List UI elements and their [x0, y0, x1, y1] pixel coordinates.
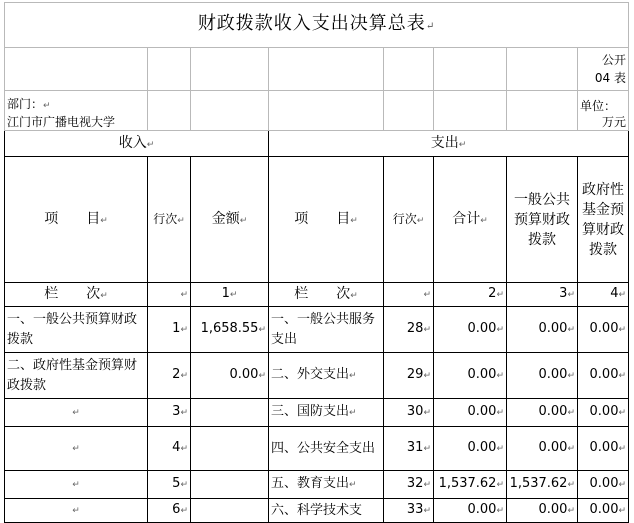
empty-cell[interactable]: [384, 283, 434, 307]
column-header-row: [5, 157, 629, 283]
paragraph-mark-icon: ↵: [496, 325, 504, 335]
department-row: [5, 91, 629, 131]
income-item: 二、政府性基金预算财政拨款: [7, 357, 138, 393]
paragraph-mark-icon: ↵: [618, 325, 627, 335]
header-total-cell[interactable]: [434, 157, 507, 283]
table-row: [5, 307, 629, 353]
column-number-label2: 栏 次: [294, 285, 351, 302]
paragraph-mark-icon: ↵: [349, 480, 357, 490]
empty-cell[interactable]: [269, 48, 384, 91]
general-budget-cell[interactable]: [507, 427, 578, 471]
paragraph-mark-icon: ↵: [480, 215, 488, 226]
paragraph-mark-icon: ↵: [146, 139, 155, 150]
total-cell[interactable]: [434, 499, 507, 523]
income-amount-cell[interactable]: [191, 399, 269, 427]
income-row-no: 5: [172, 476, 181, 491]
expense-item-cell[interactable]: [269, 427, 384, 471]
paragraph-mark-icon: ↵: [425, 20, 436, 32]
total-cell[interactable]: [434, 307, 507, 353]
title-row: [5, 3, 629, 48]
total-value: 1,537.62: [438, 476, 497, 491]
paragraph-mark-icon: ↵: [496, 506, 504, 516]
paragraph-mark-icon: ↵: [423, 444, 431, 454]
expense-item: 四、公共安全支出: [271, 440, 376, 456]
paragraph-mark-icon: ↵: [349, 371, 357, 381]
general-budget-cell[interactable]: [507, 353, 578, 399]
income-row-no: 4: [172, 440, 181, 455]
income-item-cell[interactable]: [5, 307, 148, 353]
sheet-title: 财政拨款收入支出决算总表: [197, 12, 426, 34]
expense-row-no-cell[interactable]: [384, 427, 434, 471]
header-row-no2: 行次: [392, 211, 417, 226]
paragraph-mark-icon: ↵: [180, 325, 188, 335]
header-total: 合计: [452, 210, 481, 227]
general-budget-value: 0.00: [538, 440, 568, 455]
empty-cell[interactable]: [434, 91, 507, 131]
empty-cell[interactable]: [384, 48, 434, 91]
paragraph-mark-icon: ↵: [177, 215, 185, 226]
paragraph-mark-icon: ↵: [618, 480, 627, 490]
income-item: 一、一般公共预算财政拨款: [7, 311, 138, 347]
paragraph-mark-icon: ↵: [618, 444, 627, 454]
gov-fund-value: 0.00: [589, 367, 619, 382]
table-row: [5, 399, 629, 427]
paragraph-mark-icon: ↵: [567, 444, 575, 454]
expense-row-no: 32: [406, 476, 424, 491]
general-budget-value: 0.00: [538, 404, 568, 419]
expense-row-no: 31: [406, 440, 424, 455]
budget-summary-table: [4, 2, 629, 523]
gov-fund-value: 0.00: [589, 502, 619, 517]
form-code-row: [5, 48, 629, 91]
income-item-cell[interactable]: [5, 499, 148, 523]
paragraph-mark-icon: ↵: [180, 506, 188, 516]
expense-item: 六、科学技术支: [271, 502, 363, 518]
empty-cell[interactable]: [148, 283, 191, 307]
empty-cell[interactable]: [148, 48, 191, 91]
paragraph-mark-icon: ↵: [496, 408, 504, 418]
paragraph-mark-icon: ↵: [618, 290, 627, 300]
total-value: 0.00: [467, 321, 497, 336]
income-row-no: 1: [172, 321, 181, 336]
gov-fund-value: 0.00: [589, 321, 619, 336]
paragraph-mark-icon: ↵: [618, 371, 627, 381]
sheet-title-cell[interactable]: [5, 3, 629, 48]
general-budget-value: 1,537.62: [509, 476, 568, 491]
income-amount-cell[interactable]: [191, 499, 269, 523]
unit-label: 单位：: [580, 99, 617, 113]
income-row-no-cell[interactable]: [148, 399, 191, 427]
paragraph-mark-icon: ↵: [43, 101, 51, 111]
expense-row-no-cell[interactable]: [384, 471, 434, 499]
general-budget-cell[interactable]: [507, 307, 578, 353]
section-header-row: [5, 131, 629, 157]
income-amount-cell[interactable]: [191, 307, 269, 353]
income-row-no: 3: [172, 404, 181, 419]
paragraph-mark-icon: ↵: [180, 408, 188, 418]
paragraph-mark-icon: ↵: [416, 215, 425, 226]
empty-cell[interactable]: [434, 48, 507, 91]
form-code-cell[interactable]: [578, 48, 629, 91]
income-row-no: 6: [172, 502, 181, 517]
general-budget-cell[interactable]: [507, 399, 578, 427]
general-budget-cell[interactable]: [507, 471, 578, 499]
total-value: 0.00: [467, 367, 497, 382]
empty-cell[interactable]: [269, 91, 384, 131]
total-value: 0.00: [467, 404, 497, 419]
header-item2: 项 目: [294, 210, 351, 227]
empty-cell[interactable]: [384, 91, 434, 131]
department-cell[interactable]: [5, 91, 148, 131]
paragraph-mark-icon: ↵: [423, 325, 431, 335]
header-item-cell[interactable]: [5, 157, 148, 283]
gov-fund-cell[interactable]: [578, 399, 629, 427]
income-item-cell[interactable]: [5, 471, 148, 499]
paragraph-mark-icon: ↵: [72, 506, 80, 516]
paragraph-mark-icon: ↵: [618, 408, 627, 418]
income-item-cell[interactable]: [5, 399, 148, 427]
expense-row-no: 30: [406, 404, 424, 419]
paragraph-mark-icon: ↵: [567, 290, 575, 300]
income-item-cell[interactable]: [5, 427, 148, 471]
paragraph-mark-icon: ↵: [423, 290, 431, 300]
department-name: 江门市广播电视大学: [7, 115, 116, 129]
expense-row-no-cell[interactable]: [384, 499, 434, 523]
gov-fund-cell[interactable]: [578, 471, 629, 499]
paragraph-mark-icon: ↵: [100, 215, 108, 226]
gov-fund-value: 0.00: [589, 404, 619, 419]
paragraph-mark-icon: ↵: [229, 290, 238, 300]
table-row: [5, 427, 629, 471]
income-amount: 1,658.55: [200, 321, 259, 336]
header-row-no2-cell[interactable]: [384, 157, 434, 283]
income-row-no-cell[interactable]: [148, 471, 191, 499]
header-amount-cell[interactable]: [191, 157, 269, 283]
paragraph-mark-icon: ↵: [423, 480, 431, 490]
header-row-no-cell[interactable]: [148, 157, 191, 283]
form-code-line2: 04 表: [594, 71, 627, 85]
paragraph-mark-icon: ↵: [458, 139, 467, 150]
expense-item-cell[interactable]: [269, 353, 384, 399]
expense-section-cell[interactable]: [269, 131, 629, 157]
empty-cell[interactable]: [191, 48, 269, 91]
gov-fund-cell[interactable]: [578, 499, 629, 523]
header-general-budget-cell[interactable]: [507, 157, 578, 283]
paragraph-mark-icon: ↵: [239, 215, 248, 226]
header-gov-fund: 政府性基金预算财政拨款: [582, 181, 624, 258]
income-amount-cell[interactable]: [191, 471, 269, 499]
paragraph-mark-icon: ↵: [567, 408, 575, 418]
column-number-1: 1: [221, 286, 230, 301]
header-item2-cell[interactable]: [269, 157, 384, 283]
general-budget-cell[interactable]: [507, 499, 578, 523]
income-section-label: 收入: [118, 134, 147, 151]
paragraph-mark-icon: ↵: [350, 290, 358, 301]
paragraph-mark-icon: ↵: [180, 480, 188, 490]
gov-fund-cell[interactable]: [578, 427, 629, 471]
paragraph-mark-icon: ↵: [180, 371, 188, 381]
gov-fund-cell[interactable]: [578, 353, 629, 399]
paragraph-mark-icon: ↵: [349, 408, 357, 418]
column-number-label2-cell[interactable]: [269, 283, 384, 307]
expense-item-cell[interactable]: [269, 399, 384, 427]
paragraph-mark-icon: ↵: [100, 290, 108, 301]
paragraph-mark-icon: ↵: [180, 444, 188, 454]
table-row: [5, 499, 629, 523]
paragraph-mark-icon: ↵: [350, 215, 358, 226]
paragraph-mark-icon: ↵: [72, 444, 80, 454]
total-value: 0.00: [467, 502, 497, 517]
income-amount: 0.00: [229, 367, 259, 382]
expense-row-no-cell[interactable]: [384, 307, 434, 353]
table-row: [5, 471, 629, 499]
paragraph-mark-icon: ↵: [567, 371, 575, 381]
expense-row-no-cell[interactable]: [384, 399, 434, 427]
expense-row-no: 28: [406, 321, 424, 336]
general-budget-value: 0.00: [538, 367, 568, 382]
header-amount: 金额: [211, 210, 240, 227]
paragraph-mark-icon: ↵: [496, 371, 504, 381]
expense-item-cell[interactable]: [269, 471, 384, 499]
paragraph-mark-icon: ↵: [567, 506, 575, 516]
column-number-2-cell[interactable]: [434, 283, 507, 307]
empty-cell[interactable]: [191, 91, 269, 131]
income-row-no-cell[interactable]: [148, 307, 191, 353]
paragraph-mark-icon: ↵: [423, 506, 431, 516]
paragraph-mark-icon: ↵: [180, 290, 188, 300]
expense-item-cell[interactable]: [269, 499, 384, 523]
form-code-line1: 公开: [602, 53, 627, 67]
table-row: [5, 353, 629, 399]
gov-fund-value: 0.00: [589, 476, 619, 491]
header-row-no: 行次: [153, 211, 178, 226]
general-budget-value: 0.00: [538, 321, 568, 336]
paragraph-mark-icon: ↵: [258, 371, 266, 381]
total-cell[interactable]: [434, 399, 507, 427]
unit-value: 万元: [602, 115, 627, 129]
expense-item-cell[interactable]: [269, 307, 384, 353]
expense-row-no: 33: [406, 502, 424, 517]
paragraph-mark-icon: ↵: [618, 506, 627, 516]
income-amount-cell[interactable]: [191, 427, 269, 471]
income-section-cell[interactable]: [5, 131, 269, 157]
empty-cell[interactable]: [148, 91, 191, 131]
header-general-budget: 一般公共预算财政拨款: [514, 191, 570, 248]
paragraph-mark-icon: ↵: [72, 480, 80, 490]
income-row-no-cell[interactable]: [148, 427, 191, 471]
paragraph-mark-icon: ↵: [496, 290, 504, 300]
header-item: 项 目: [44, 210, 101, 227]
paragraph-mark-icon: ↵: [567, 325, 575, 335]
column-number-label-cell[interactable]: [5, 283, 148, 307]
column-number-row: [5, 283, 629, 307]
paragraph-mark-icon: ↵: [258, 325, 266, 335]
total-cell[interactable]: [434, 427, 507, 471]
paragraph-mark-icon: ↵: [496, 444, 504, 454]
paragraph-mark-icon: ↵: [423, 371, 431, 381]
column-number-3: 3: [559, 286, 568, 301]
income-row-no-cell[interactable]: [148, 499, 191, 523]
column-number-3-cell[interactable]: [507, 283, 578, 307]
general-budget-value: 0.00: [538, 502, 568, 517]
empty-cell[interactable]: [507, 48, 578, 91]
column-number-1-cell[interactable]: [191, 283, 269, 307]
total-cell[interactable]: [434, 353, 507, 399]
empty-cell[interactable]: [507, 91, 578, 131]
column-number-2: 2: [488, 286, 497, 301]
expense-section-label: 支出: [430, 134, 459, 151]
header-gov-fund-cell[interactable]: [578, 157, 629, 283]
total-value: 0.00: [467, 440, 497, 455]
income-item-cell[interactable]: [5, 353, 148, 399]
column-number-4-cell[interactable]: [578, 283, 629, 307]
paragraph-mark-icon: ↵: [72, 408, 80, 418]
income-row-no: 2: [172, 367, 181, 382]
expense-item: 三、国防支出: [271, 404, 350, 419]
expense-row-no-cell[interactable]: [384, 353, 434, 399]
department-label: 部门：: [7, 97, 44, 111]
empty-cell[interactable]: [5, 48, 148, 91]
gov-fund-cell[interactable]: [578, 307, 629, 353]
paragraph-mark-icon: ↵: [567, 480, 575, 490]
income-row-no-cell[interactable]: [148, 353, 191, 399]
expense-row-no: 29: [406, 367, 424, 382]
total-cell[interactable]: [434, 471, 507, 499]
expense-item: 一、一般公共服务支出: [271, 311, 376, 347]
column-number-4: 4: [610, 286, 619, 301]
expense-item: 二、外交支出: [271, 367, 350, 382]
column-number-label: 栏 次: [44, 285, 101, 302]
paragraph-mark-icon: ↵: [423, 408, 431, 418]
income-amount-cell[interactable]: [191, 353, 269, 399]
unit-cell[interactable]: [578, 91, 629, 131]
gov-fund-value: 0.00: [589, 440, 619, 455]
paragraph-mark-icon: ↵: [496, 480, 504, 490]
expense-item: 五、教育支出: [271, 476, 350, 491]
